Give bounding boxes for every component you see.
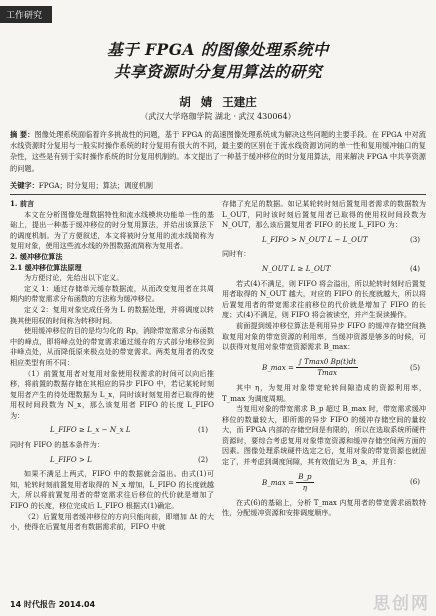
- left-column: [10, 199, 214, 533]
- equation-fraction: [296, 357, 358, 379]
- paragraph: 使用缓冲移位的目的是均匀化的 Rp，消除带宽需求分布函数中的峰点，即将峰点处的带宽需求通过缓存的方式部分地移位到非峰点处，从而降低原来极点处的带宽需求。两类复用者的改变相应类型有所不同：: [10, 326, 214, 367]
- paragraph: 若式(4)不满足，则 FIFO 将会溢出，所以轮转时刻时后置复用者取得的 N_OUT 越大，对应的 FIFO 的长度就越大，所以将后置复用者的带宽需求往前移位的代价就是增加了 FIFO 的长度；式(4)不满足，则 FIFO 将会被读空，并产生误读操作。: [222, 278, 426, 320]
- paragraph: 定义 1：通过存储单元缓存数据流，从而改变复用者在共周期内的带宽需求分布函数的方法称为缓冲移位。: [10, 283, 214, 304]
- fraction-numerator: B_p: [296, 472, 313, 484]
- equation-3: [222, 232, 426, 249]
- paper-title-line1: 基于 FPGA 的图像处理系统中: [107, 40, 329, 59]
- page-footer: 14 时代报告 2014.04: [10, 600, 96, 609]
- equation-fraction: [296, 472, 313, 494]
- equation-number: (5): [409, 362, 420, 372]
- paragraph: 存储了充足的数据。如记某轮转时刻后置复用者需求的数据数为 L_OUT，同时该时刻后置复用者已取得的使用权时间段数为 N_OUT，那么该后置复用者 FIFO 的长度 L_FIFO 为：: [222, 199, 426, 230]
- paragraph: 如果不满足上两式，FIFO 中的数据就会溢出。由式(1)可知，轮转时刻前置复用者取得的 N_x 增加，L_FIFO 的长度就越大，所以将前置复用者的带宽需求往后移位的代价就是增加了 FIFO 的长度，移位完成后 L_FIFO 根据式(1)确定。: [10, 469, 214, 511]
- paragraph: （1）前置复用者对复用对象使用权需求的时间可以向后推移，将前置的数据存储在其相应的异步 FIFO 中，若记某轮时刻复用者产生的待处理数据为 L_x，同时该时刻复用者已取得的使用权时间段数为 N_x，那么该复用者 FIFO 的长度 L_FIFO 为：: [10, 368, 214, 420]
- paragraph: 前面提到缓冲移位算法是利用异步 FIFO 的缓冲存储空间换取复用对象的带宽资源的利用率，当缓冲资源是够多的时候，可以获得对复用对象带宽资源需求 B_max：: [222, 320, 426, 352]
- right-column: [222, 199, 426, 519]
- paragraph: （2）后置复用者缓冲移位的方向只能向前，即增加 Δt 的大小，使得在后置复用者有数据需求前，FIFO 中就: [10, 511, 214, 532]
- abstract-label: 摘 要：: [10, 130, 35, 139]
- equation-body: B_max =: [262, 477, 294, 487]
- equation-number: (6): [409, 477, 420, 487]
- equation-body: B_max =: [262, 362, 294, 372]
- fraction-denominator: η: [302, 483, 307, 493]
- paragraph: 同时有 FIFO 的基本条件为：: [10, 440, 104, 450]
- heading-intro: 1. 前言: [10, 199, 35, 208]
- paper-affiliation: （武汉大学珞珈学院 湖北 · 武汉 430064）: [140, 112, 296, 121]
- fraction-numerator: ∫ Tmax0 Bp(t)dt: [296, 357, 358, 369]
- paragraph: 本文在分析图像处理数据特性和流水线模块功能单一性的基础上，提出一种基于缓冲移位的时分复用算法，并给出该算法下的调度机制。为了方便叙述，本文将被时分复用的流水线简称为复用对象，使用这些流水线的外围数据流简称为复用者。: [10, 209, 214, 251]
- keywords-label: 关键字：: [10, 181, 39, 190]
- paragraph: 其中 η，为复用对象带宽轮转间隙造成的资源利用率，T_max 为调度周期。: [222, 382, 426, 403]
- paragraph: 定义 2：复用对象完成任务为 L 的数据处理，并将调度以转换其使用权的时间称为转移时间。: [10, 304, 214, 325]
- keywords: [10, 180, 426, 191]
- abstract: [10, 129, 426, 174]
- equation-5: [222, 354, 426, 382]
- section-tag: 工作研究: [0, 6, 52, 23]
- subheading-principle: 2.1 缓冲移位算法原理: [10, 262, 82, 272]
- equation-1: [10, 422, 214, 439]
- paragraph: 为方便讨论，先给出以下定义。: [24, 273, 124, 283]
- equation-body: L_FIFO ≥ L_x − N_x L: [50, 425, 131, 435]
- equation-4: [222, 261, 426, 278]
- equation-number: (4): [409, 263, 420, 273]
- paragraph: 当复用对象的带宽需求 B_p 超过 B_max 时，带宽需求缓冲移位的数量较大，即所需的异步 FIFO 的缓冲存储空间的量较大，而 FPGA 内部的存储空间是有限的，所以在选取系统所硬件资源时，要综合考虑复用对象带宽资源和缓冲存储空间两方面的因素。图像处理系统硬件选定之后，复用对象的带宽资源也就固定了，并考虑到调度间隙，其有效值记为 B_a，并且有：: [222, 404, 426, 467]
- divider: [10, 194, 426, 195]
- abstract-text: 图像处理系统面临着许多挑战性的问题，基于 FPGA 的高速图像处理系统成为解决这些问题的主要手段。在 FPGA 中对流水线资源时分复用与一般实时操作系统的时分复用有很大的不同，最主要的区别在于流水线资源访问的单一性和复用缓冲轴口的复杂性，这些是有别于实时操作系统的时分复用机制的。本文提出了一种基于缓冲移位的时分复用算法，用来解决 FPGA 中共享资源的问题。: [10, 130, 426, 173]
- paragraph: 同时有：: [222, 249, 251, 259]
- fraction-denominator: Tmax: [317, 368, 338, 378]
- equation-number: (1): [197, 425, 208, 435]
- equation-number: (3): [409, 234, 420, 244]
- watermark-logo: 思创网: [373, 594, 430, 614]
- heading-algorithm: 2. 缓冲移位算法: [10, 251, 63, 261]
- equation-number: (2): [197, 454, 208, 464]
- paragraph: 在式(6)的基础上，分析 T_max 内复用者的带宽需求函数特性，分配缓冲资源和安排调度顺序。: [222, 497, 426, 518]
- equation-body: L_FIFO > L: [50, 454, 92, 464]
- equation-2: [10, 452, 214, 469]
- paper-authors: 胡 婧 王建庄: [179, 95, 257, 109]
- equation-body: N_OUT L ≥ L_OUT: [262, 263, 331, 273]
- keywords-text: FPGA；时分复用；算法；调度机制: [38, 181, 153, 190]
- equation-6: [222, 469, 426, 497]
- paper-title-line2: 共享资源时分复用算法的研究: [113, 62, 322, 81]
- equation-body: L_FIFO > N_OUT L − L_OUT: [262, 234, 368, 244]
